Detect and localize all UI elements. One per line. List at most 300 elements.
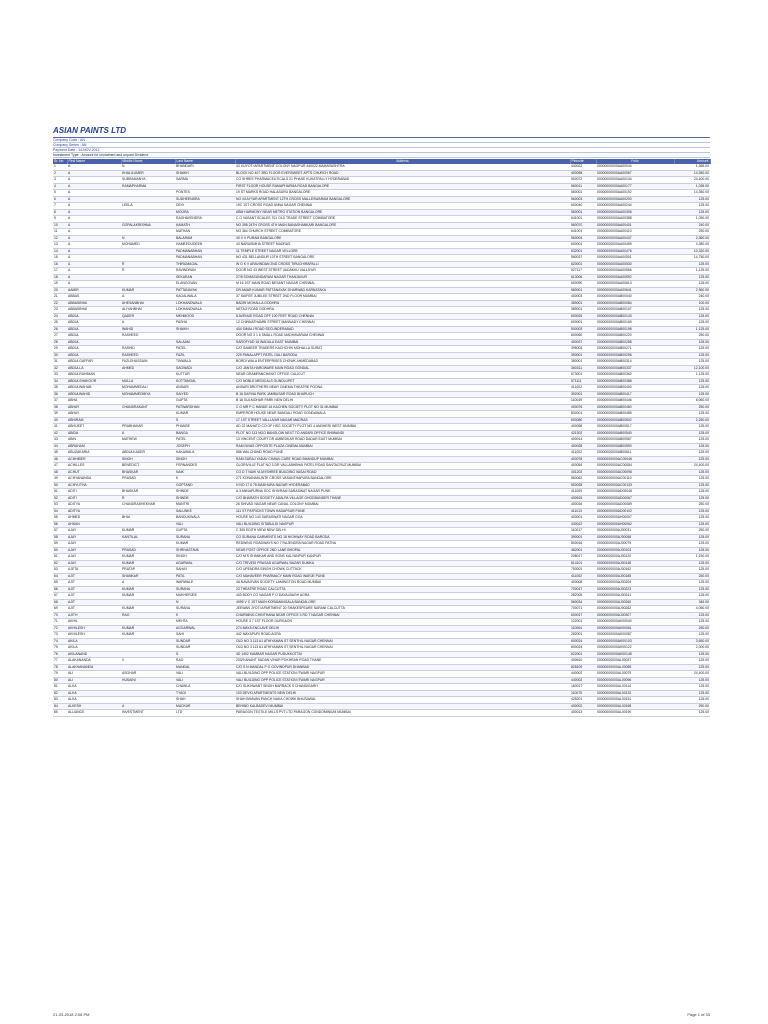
cell-middle-name: MOHAMED — [121, 242, 175, 249]
cell-folio: 00000000000AL00168 — [596, 703, 674, 710]
cell-amount: 125.00 — [674, 274, 710, 281]
cell-folio: 00000000000AA00437 — [596, 235, 674, 242]
cell-folio: 00000000000AB00040 — [596, 294, 674, 301]
cell-pincode: 600024 — [570, 645, 596, 652]
cell-address: C/O TRIVEDI PRASAD AGARWAL BAZAR DUMKA — [235, 560, 570, 567]
cell-sr-no: 73 — [53, 632, 67, 639]
cell-sr-no: 22 — [53, 300, 67, 307]
cell-pincode: 560062 — [570, 476, 596, 483]
cell-folio: 00000000000AB00107 — [596, 307, 674, 314]
cell-middle-name: KUMAR — [121, 560, 175, 567]
cell-sr-no: 50 — [53, 482, 67, 489]
cell-folio: 00000000000AJ00282 — [596, 606, 674, 613]
cell-last-name: KOTTANGAL — [175, 378, 235, 385]
cell-folio: 00000000000AJ00223 — [596, 586, 674, 593]
cell-first-name: ABRAHAM — [67, 443, 121, 450]
cell-first-name: ABDUL — [67, 320, 121, 327]
cell-amount: 14,750.00 — [674, 255, 710, 262]
cell-address: C O VASANT SCALES 701 OLD TRADE STREET COIMBATORE — [235, 216, 570, 223]
cell-sr-no: 74 — [53, 638, 67, 645]
cell-last-name: KAGALWALA — [175, 294, 235, 301]
cell-amount: 125.00 — [674, 580, 710, 587]
cell-address: 40 V V PURAM BANGALORE — [235, 235, 570, 242]
cell-middle-name: BHAI — [121, 515, 175, 522]
cell-first-name: A — [67, 216, 121, 223]
cell-address: C/O S N MANDAL P O GOVINDPUR DHANBAD — [235, 664, 570, 671]
cell-pincode: 400008 — [570, 580, 596, 587]
cell-middle-name: V — [121, 658, 175, 665]
cell-pincode: 500072 — [570, 177, 596, 184]
cell-last-name: MACKAR — [175, 703, 235, 710]
cell-address: 17 1ST STREET VALLUVAR NAGAR MADRAS — [235, 417, 570, 424]
cell-amount: 125.00 — [674, 651, 710, 658]
cell-last-name: HAMEEDUDEEN — [175, 242, 235, 249]
cell-pincode: 580001 — [570, 287, 596, 294]
cell-amount: 12,100.00 — [674, 365, 710, 372]
cell-folio: 00000000000AL00132 — [596, 690, 674, 697]
cell-last-name: NAIK — [175, 469, 235, 476]
cell-middle-name: A — [121, 703, 175, 710]
cell-middle-name: PRATAP — [121, 567, 175, 574]
cell-amount: 125.00 — [674, 619, 710, 626]
cell-first-name: ALKESH — [67, 703, 121, 710]
cell-amount: 250.00 — [674, 625, 710, 632]
cell-middle-name: ALIYAHBHAI — [121, 307, 175, 314]
cell-first-name: ABBASBHAI — [67, 307, 121, 314]
cell-address: 26 SHIVAJI NAGAR NEAR CANAL COLONY MUMBAI — [235, 502, 570, 509]
cell-amount: 125.00 — [674, 710, 710, 717]
cell-pincode: 600017 — [570, 612, 596, 619]
cell-folio: 00000000000AK00061 — [596, 625, 674, 632]
cell-address: 586 WALCHAND ROAD PUNE — [235, 450, 570, 457]
cell-folio: 00000000000AA00177 — [596, 183, 674, 190]
cell-last-name: SHAH — [175, 697, 235, 704]
cell-first-name: AJAY — [67, 547, 121, 554]
cell-pincode: 110017 — [570, 528, 596, 535]
cell-pincode: 389001 — [570, 300, 596, 307]
cell-first-name: ABDUL — [67, 326, 121, 333]
cell-pincode: 390001 — [570, 534, 596, 541]
cell-last-name: BANGA — [175, 430, 235, 437]
cell-middle-name: HUSAINI — [121, 677, 175, 684]
cell-address: VALI BUILDING SITABULDI NAGPUR — [235, 521, 570, 528]
cell-address: DOOR NO 3 1 6 SMALL ROAD MADHAVARAM CHENNAI — [235, 333, 570, 340]
cell-address: 13 VINCENT COURT DR AMBEDKAR ROAD DADAR EAST MUMBAI — [235, 437, 570, 444]
cell-sr-no: 67 — [53, 593, 67, 600]
cell-sr-no: 2 — [53, 170, 67, 177]
cell-address: 111 ST PATRICKS TOWN HADAPSAR PUNE — [235, 508, 570, 515]
cell-folio: 00000000000AB00567 — [596, 437, 674, 444]
cell-address: 271 KONANAKUNTE CROSS VASANTHAPURA BANGALORE — [235, 476, 570, 483]
cell-folio: 00000000000AC00046 — [596, 456, 674, 463]
cell-first-name: AJIT — [67, 580, 121, 587]
cell-address: 19 ST MARKS ROAD HALASURU BANGALORE — [235, 190, 570, 197]
cell-pincode: 400013 — [570, 710, 596, 717]
cell-address: C/O MAHAVEER PHARMACY MAIN ROAD WARJE PUNE — [235, 573, 570, 580]
cell-first-name: AJIT — [67, 586, 121, 593]
cell-amount: 250.00 — [674, 333, 710, 340]
cell-last-name: SHAIKH — [175, 326, 235, 333]
cell-folio: 00000000000AB00485 — [596, 411, 674, 418]
cell-folio: 00000000000AK00122 — [596, 645, 674, 652]
cell-first-name: ABDUL — [67, 352, 121, 359]
cell-middle-name: PRABHAKAR — [121, 424, 175, 431]
cell-folio: 00000000000AJ00058 — [596, 534, 674, 541]
cell-last-name: SARMA — [175, 177, 235, 184]
cell-folio: 00000000000AH00057 — [596, 515, 674, 522]
cell-amount: 125.00 — [674, 547, 710, 554]
cell-first-name: AKILANAND — [67, 651, 121, 658]
cell-folio: 00000000000AJ00241 — [596, 593, 674, 600]
cell-folio: 00000000000AA00530 — [596, 261, 674, 268]
cell-amount: 2,250.00 — [674, 417, 710, 424]
cell-address: SAROFYAD 16 WADALA EAST MUMBAI — [235, 339, 570, 346]
cell-address: HOUSE 3 7 1ST FLOOR GURGAON — [235, 619, 570, 626]
cell-last-name: MANTRI — [175, 502, 235, 509]
cell-pincode: 400028 — [570, 443, 596, 450]
cell-pincode: 622001 — [570, 651, 596, 658]
meta-investment-type: Investment Type : Amount for unclaimed and unpaid Dividend — [53, 153, 710, 158]
col-header-last-name: Last Name — [175, 159, 235, 164]
cell-folio: 00000000000AH00062 — [596, 521, 674, 528]
cell-address: M 16 1ST MAIN ROAD BESANT NAGAR CHENNAI — [235, 281, 570, 288]
cell-address: NO 431 BELLANDUR 10TH STREET BANGALORE — [235, 255, 570, 262]
cell-amount: 1,035.00 — [674, 183, 710, 190]
cell-last-name: PATIL — [175, 573, 235, 580]
cell-first-name: AJITH — [67, 612, 121, 619]
cell-address: VALI BUILDING OPP POLICE STATION ITWARI NAGPUR — [235, 671, 570, 678]
cell-address: 23 THEATRE ROAD CALCUTTA — [235, 586, 570, 593]
cell-first-name: ACHYUTHA — [67, 482, 121, 489]
cell-amount: 14,350.00 — [674, 190, 710, 197]
cell-sr-no: 53 — [53, 502, 67, 509]
cell-sr-no: 59 — [53, 541, 67, 548]
cell-middle-name: MATHEW — [121, 437, 175, 444]
cell-pincode: 571111 — [570, 378, 596, 385]
cell-folio: 00000000000AJ00103 — [596, 547, 674, 554]
cell-pincode: 560003 — [570, 196, 596, 203]
cell-folio: 00000000000AA00134 — [596, 177, 674, 184]
cell-address: C/O SUKHWANT SINGH BARRACK 5 CHANDIGARH — [235, 684, 570, 691]
cell-sr-no: 25 — [53, 320, 67, 327]
col-header-amount: Amount — [674, 159, 710, 164]
cell-amount: 125.00 — [674, 203, 710, 210]
cell-address: ANSARI BROTHERS NEAR CINEMA THEATRE POONA — [235, 385, 570, 392]
cell-sr-no: 46 — [53, 456, 67, 463]
cell-first-name: ABDUL — [67, 333, 121, 340]
cell-amount: 250.00 — [674, 528, 710, 535]
cell-sr-no: 24 — [53, 313, 67, 320]
cell-folio: 00000000000AC00110 — [596, 476, 674, 483]
cell-pincode: 360311 — [570, 365, 596, 372]
cell-first-name: A — [67, 248, 121, 255]
cell-address: NO 398 24TH CROSS 4TH MAIN BANASHANKARI BANGALORE — [235, 222, 570, 229]
cell-sr-no: 78 — [53, 664, 67, 671]
cell-pincode: 425201 — [570, 697, 596, 704]
cell-amount: 240.00 — [674, 294, 710, 301]
cell-address: H NO 17 6 75 MADHURA NAGAR HYDERABAD — [235, 482, 570, 489]
cell-address: B 16 SAFINA PARK JAMBUSAR ROAD BHARUCH — [235, 391, 570, 398]
cell-sr-no: 32 — [53, 365, 67, 372]
cell-amount: 125.00 — [674, 534, 710, 541]
cell-middle-name: KUMAR — [121, 554, 175, 561]
cell-address: NEAR GRAMPANCHAYAT OFFICE CALICUT — [235, 372, 570, 379]
cell-sr-no: 18 — [53, 274, 67, 281]
cell-last-name: THIRUMAGAL — [175, 261, 235, 268]
cell-address: 442 MAYAPURI ROAD AGRA — [235, 632, 570, 639]
cell-first-name: ABDULRAHIMAN — [67, 372, 121, 379]
cell-folio: 00000000000AL00037 — [596, 658, 674, 665]
cell-pincode: 828109 — [570, 664, 596, 671]
cell-folio: 00000000000AB00400 — [596, 385, 674, 392]
cell-middle-name: KUMAR — [121, 632, 175, 639]
cell-pincode: 411009 — [570, 489, 596, 496]
cell-pincode: 600026 — [570, 313, 596, 320]
cell-pincode: 395003 — [570, 346, 596, 353]
cell-first-name: A — [67, 209, 121, 216]
cell-amount: 1,150.00 — [674, 554, 710, 561]
cell-pincode: 400058 — [570, 170, 596, 177]
cell-last-name: KUMAR — [175, 411, 235, 418]
col-header-sr-no: Sr. No — [53, 159, 67, 164]
cell-pincode: 560001 — [570, 190, 596, 197]
cell-folio: 00000000000AB00258 — [596, 339, 674, 346]
cell-first-name: AKHIL — [67, 619, 121, 626]
cell-pincode: 440022 — [570, 164, 596, 170]
cell-last-name: SAHAY — [175, 567, 235, 574]
cell-folio: 00000000000AB00590 — [596, 443, 674, 450]
cell-last-name: PADMANABHAN — [175, 248, 235, 255]
cell-address: DOOR NO 43 WEST STREET VADAKKU VALLIYUR — [235, 268, 570, 275]
cell-amount: 240.00 — [674, 222, 710, 229]
cell-first-name: ALAKANANDA — [67, 658, 121, 665]
cell-folio: 00000000000AB00388 — [596, 378, 674, 385]
cell-first-name: AHSAN — [67, 521, 121, 528]
cell-middle-name: KUMAR — [121, 593, 175, 600]
cell-first-name: ABBASBHAI — [67, 300, 121, 307]
cell-first-name: AKILA — [67, 645, 121, 652]
cell-sr-no: 4 — [53, 183, 67, 190]
cell-pincode: 700071 — [570, 606, 596, 613]
cell-address: VALI BUILDING OPP POLICE STATION ITWARI NAGPUR — [235, 677, 570, 684]
cell-last-name: FERNANDES — [175, 463, 235, 470]
cell-sr-no: 3 — [53, 177, 67, 184]
cell-amount: 125.00 — [674, 424, 710, 431]
cell-pincode: 403001 — [570, 515, 596, 522]
cell-sr-no: 14 — [53, 248, 67, 255]
cell-address: HOUSE NO 143 SARASWATI NAGAR GOA — [235, 515, 570, 522]
cell-address: 12 CHINNATHAMBI STREET MANNADY CHENNAI — [235, 320, 570, 327]
col-header-folio: Folio — [596, 159, 674, 164]
cell-address: RAM NIVAS OPPOSITE PLAZA CINEMA MUMBAI — [235, 443, 570, 450]
cell-address: CHARMING CHINTHANA NEAR OFFICE 3 RD T NAGAR CHENNAI — [235, 612, 570, 619]
cell-address: 4D 1402 KAMBAR NAGAR PUDUKKOTTAI — [235, 651, 570, 658]
cell-sr-no: 34 — [53, 378, 67, 385]
cell-pincode: 834001 — [570, 411, 596, 418]
cell-sr-no: 51 — [53, 489, 67, 496]
cell-middle-name: A — [121, 320, 175, 327]
cell-amount: 250.00 — [674, 703, 710, 710]
cell-amount: 1,365.00 — [674, 164, 710, 170]
cell-sr-no: 81 — [53, 684, 67, 691]
cell-amount: 125.00 — [674, 560, 710, 567]
cell-folio: 00000000000AA00192 — [596, 190, 674, 197]
cell-first-name: ALI — [67, 677, 121, 684]
cell-middle-name: KUMAR — [121, 625, 175, 632]
cell-pincode: 122001 — [570, 619, 596, 626]
cell-amount: 125.00 — [674, 677, 710, 684]
cell-middle-name: MULLA — [121, 378, 175, 385]
cell-amount: 1,125.00 — [674, 268, 710, 275]
cell-middle-name: FAZLEHUSSAIN — [121, 359, 175, 366]
cell-sr-no: 7 — [53, 203, 67, 210]
cell-first-name: AKHILESH — [67, 632, 121, 639]
cell-last-name: LOKHANDWALA — [175, 300, 235, 307]
cell-address: 19C 1ST CROSS ROAD ANNA NAGAR CHENNAI — [235, 203, 570, 210]
cell-amount: 125.00 — [674, 482, 710, 489]
cell-folio: 00000000000AA00592 — [596, 274, 674, 281]
cell-sr-no: 38 — [53, 404, 67, 411]
cell-pincode: 632001 — [570, 248, 596, 255]
cell-sr-no: 76 — [53, 651, 67, 658]
cell-sr-no: 62 — [53, 560, 67, 567]
cell-pincode: 600090 — [570, 281, 596, 288]
footer-page-number: Page 1 of 33 — [687, 1012, 710, 1017]
cell-address: B 16 GULMOHAR PARK NEW DELHI — [235, 398, 570, 405]
cell-last-name: RAVINDRAN — [175, 268, 235, 275]
cell-first-name: ADITI — [67, 495, 121, 502]
cell-first-name: A — [67, 196, 121, 203]
col-header-first-name: First Name — [67, 159, 121, 164]
cell-pincode: 673001 — [570, 372, 596, 379]
cell-folio: 00000000000AJ00162 — [596, 567, 674, 574]
cell-amount: 24,400.00 — [674, 463, 710, 470]
cell-amount: 125.00 — [674, 632, 710, 639]
cell-last-name: AGGARWAL — [175, 625, 235, 632]
cell-folio: 00000000000AA00613 — [596, 281, 674, 288]
cell-folio: 00000000000AD00048 — [596, 489, 674, 496]
cell-amount: 250.00 — [674, 573, 710, 580]
cell-amount: 125.00 — [674, 567, 710, 574]
cell-amount: 250.00 — [674, 229, 710, 236]
cell-last-name: SHINDE — [175, 489, 235, 496]
cell-last-name: KAKAWALA — [175, 450, 235, 457]
cell-first-name: A — [67, 170, 121, 177]
cell-first-name: A — [67, 203, 121, 210]
cell-amount: 125.00 — [674, 541, 710, 548]
cell-middle-name: KUMAR — [121, 586, 175, 593]
cell-pincode: 400078 — [570, 456, 596, 463]
table-row — [53, 710, 710, 717]
cell-sr-no: 36 — [53, 391, 67, 398]
cell-address: 11 TEMPLE STREET NAGAR VELLORE — [235, 248, 570, 255]
cell-sr-no: 85 — [53, 710, 67, 717]
cell-first-name: ABBAS — [67, 294, 121, 301]
cell-sr-no: 26 — [53, 326, 67, 333]
cell-folio: 00000000000AA00044 — [596, 164, 674, 170]
cell-first-name: ABDUL — [67, 313, 121, 320]
footer-timestamp: 21-03-2018 2:08 PM — [53, 1012, 90, 1017]
cell-last-name: VALI — [175, 671, 235, 678]
cell-amount: 125.00 — [674, 359, 710, 366]
cell-first-name: ADITI — [67, 489, 121, 496]
cell-middle-name: SHANKAR — [121, 573, 175, 580]
cell-address: 27/8 SOMASUNDARAM NAGAR THANJAVUR — [235, 274, 570, 281]
cell-folio: 00000000000AJ00148 — [596, 560, 674, 567]
cell-middle-name: R — [121, 261, 175, 268]
cell-middle-name: BHASKAR — [121, 469, 175, 476]
cell-folio: 00000000000AB00611 — [596, 450, 674, 457]
cell-amount: 125.00 — [674, 443, 710, 450]
cell-address: RAM SURAJ YADAV CHAWL CARE ROAD BHANDUP MUMBAI — [235, 456, 570, 463]
cell-sr-no: 54 — [53, 508, 67, 515]
meta-company-code: Company Code : AN — [53, 138, 710, 143]
cell-amount: 6,060.00 — [674, 398, 710, 405]
cell-pincode: 700017 — [570, 586, 596, 593]
cell-first-name: A — [67, 229, 121, 236]
cell-pincode: 814101 — [570, 560, 596, 567]
cell-last-name: VALI — [175, 677, 235, 684]
cell-folio: 00000000000AL00079 — [596, 671, 674, 678]
cell-first-name: ALKA — [67, 684, 121, 691]
cell-last-name: SURANA — [175, 606, 235, 613]
cell-folio: 00000000000AJ00307 — [596, 612, 674, 619]
cell-sr-no: 42 — [53, 430, 67, 437]
cell-sr-no: 60 — [53, 547, 67, 554]
cell-last-name: S — [175, 651, 235, 658]
cell-pincode: 400054 — [570, 463, 596, 470]
cell-middle-name: PRASAD — [121, 547, 175, 554]
cell-folio: 00000000000AB00220 — [596, 333, 674, 340]
cell-pincode: 620001 — [570, 261, 596, 268]
cell-pincode: 110049 — [570, 398, 596, 405]
cell-last-name: KAMATH — [175, 222, 235, 229]
cell-first-name: AJAY — [67, 528, 121, 535]
cell-last-name: K — [175, 612, 235, 619]
cell-last-name: KUMAR — [175, 541, 235, 548]
cell-folio: 00000000000AB00460 — [596, 404, 674, 411]
cell-amount: 125.00 — [674, 508, 710, 515]
cell-pincode: 627117 — [570, 268, 596, 275]
cell-sr-no: 75 — [53, 645, 67, 652]
cell-middle-name: MOHAMMEDALI — [121, 385, 175, 392]
cell-address: C/O NOBLE MEDICALS GUNDLUPET — [235, 378, 570, 385]
cell-address: C/O M S SHANKAR AND SONS KALYANPUR KANPUR — [235, 554, 570, 561]
cell-last-name: PADMANABHAN — [175, 255, 235, 262]
cell-middle-name: INVESTMENT — [121, 710, 175, 717]
col-header-address: Address — [235, 159, 570, 164]
cell-amount: 125.00 — [674, 489, 710, 496]
cell-folio: 00000000000AA00200 — [596, 196, 674, 203]
cell-address: SHAH BHAVAN PANCH NAKA CHOWK BHUSAWAL — [235, 697, 570, 704]
cell-sr-no: 13 — [53, 242, 67, 249]
cell-first-name: A — [67, 183, 121, 190]
cell-sr-no: 48 — [53, 469, 67, 476]
cell-folio: 00000000000AB00198 — [596, 326, 674, 333]
cell-first-name: ALKA — [67, 690, 121, 697]
cell-pincode: 392001 — [570, 391, 596, 398]
cell-address: 229 PANALAPPT PATEL GALI BARODA — [235, 352, 570, 359]
cell-address: NO 44 AYYAR APARTMENT 12TH CROSS MALLESWARAM BANGALORE — [235, 196, 570, 203]
cell-address: CO SURANA GARMENTS NO 18 HIGHWAY ROAD BARODA — [235, 534, 570, 541]
cell-address: NEAR POST OFFICE 2ND LANE BHOPAL — [235, 547, 570, 554]
cell-pincode: 600001 — [570, 242, 596, 249]
cell-pincode: 400615 — [570, 495, 596, 502]
cell-first-name: ABHAY — [67, 404, 121, 411]
cell-amount: 125.00 — [674, 521, 710, 528]
cell-folio: 00000000000AA00501 — [596, 255, 674, 262]
cell-first-name: AJETA — [67, 567, 121, 574]
